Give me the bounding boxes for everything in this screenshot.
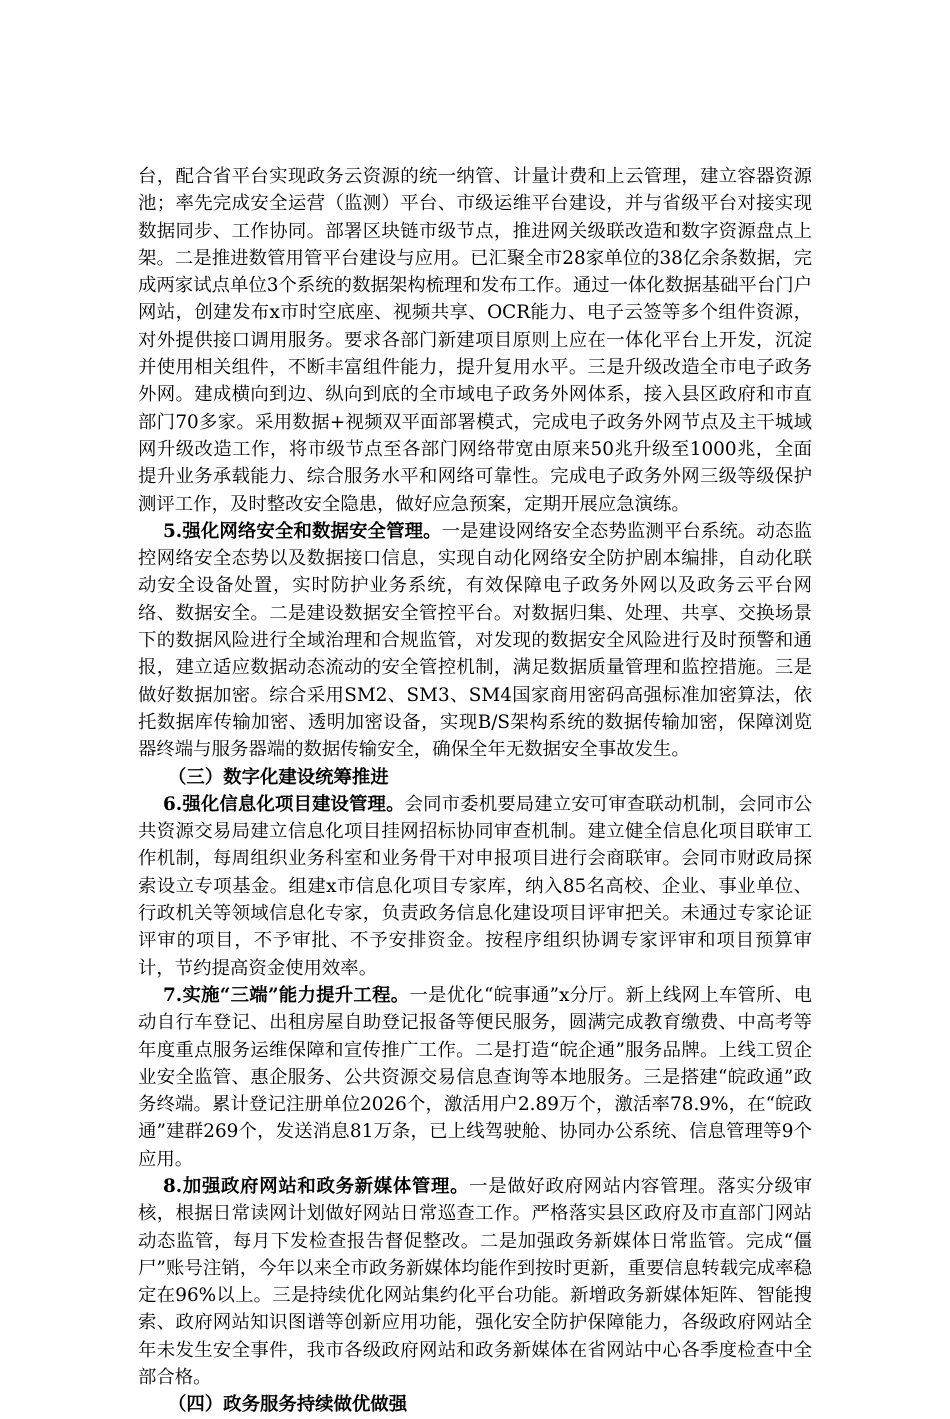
section-heading-3: （三）数字化建设统筹推进 <box>168 766 389 788</box>
paragraph-continuation <box>138 163 812 518</box>
document-body <box>138 163 812 1419</box>
paragraph-text: 会同市委机要局建立安可审查联动机制，会同市公共资源交易局建立信息化项目挂网招标协同审查机制。建立健全信息化项目联审工作机制，每周组织业务科室和业务骨干对申报项目进行会商联审。会同市财政局探索设立专项基金。组建x市信息化项目专家库，纳入85名高校、企业、事业单位、行政机关等领域信息化专家，负责政务信息化建设项目评审把关。未通过专家论证评审的项目，不予审批、不予安排资金。按程序组织协调专家评审和项目预算审计，节约提高资金使用效率。 <box>138 793 812 979</box>
paragraph-item-6 <box>138 791 812 982</box>
paragraph-lead: 6.强化信息化项目建设管理。 <box>163 793 405 815</box>
paragraph-item-7 <box>138 982 812 1173</box>
paragraph-text: 一是建设网络安全态势监测平台系统。动态监控网络安全态势以及数据接口信息，实现自动化网络安全防护剧本编排，自动化联动安全设备处置，实时防护业务系统，有效保障电子政务外网以及政务云平台网络、数据安全。二是建设数据安全管控平台。对数据归集、处理、共享、交换场景下的数据风险进行全域治理和合规监管，对发现的数据安全风险进行及时预警和通报，建立适应数据动态流动的安全管控机制，满足数据质量管理和监控措施。三是做好数据加密。综合采用SM2、SM3、SM4国家商用密码高强标准加密算法，依托数据库传输加密、透明加密设备，实现B/S架构系统的数据传输加密，保障浏览器终端与服务器端的数据传输安全，确保全年无数据安全事故发生。 <box>138 520 812 761</box>
section-heading-4: （四）政务服务持续做优做强 <box>168 1394 408 1416</box>
paragraph-text: 一是做好政府网站内容管理。落实分级审核，根据日常读网计划做好网站日常巡查工作。严格落实县区政府及市直部门网站动态监管，每月下发检查报告督促整改。二是加强政务新媒体日常监管。完成“僵尸”账号注销，今年以来全市政务新媒体均能作到按时更新，重要信息转载完成率稳定在96%以上。三是持续优化网站集约化平台功能。新增政务新媒体矩阵、智能搜索、政府网站知识图谱等创新应用功能，强化安全防护保障能力，各级政府网站全年未发生安全事件，我市各级政府网站和政务新媒体在省网站中心各季度检查中全部合格。 <box>138 1175 812 1389</box>
paragraph-lead: 5.强化网络安全和数据安全管理。 <box>163 520 442 542</box>
paragraph-item-8 <box>138 1173 812 1391</box>
paragraph-lead: 8.加强政府网站和政务新媒体管理。 <box>163 1175 470 1197</box>
paragraph-text: 台，配合省平台实现政务云资源的统一纳管、计量计费和上云管理，建立容器资源池；率先完成安全运营（监测）平台、市级运维平台建设，并与省级平台对接实现数据同步、工作协同。部署区块链市级节点，推进网关级联改造和数字资源盘点上架。二是推进数管用管平台建设与应用。已汇聚全市28家单位的38亿余条数据，完成两家试点单位3个系统的数据架构梳理和发布工作。通过一体化数据基础平台门户网站，创建发布x市时空底座、视频共享、OCR能力、电子云签等多个组件资源，对外提供接口调用服务。要求各部门新建项目原则上应在一体化平台上开发，沉淀并使用相关组件，不断丰富组件能力，提升复用水平。三是升级改造全市电子政务外网。建成横向到边、纵向到底的全市域电子政务外网体系，接入县区政府和市直部门70多家。采用数据+视频双平面部署模式，完成电子政务外网节点及主干城域网升级改造工作，将市级节点至各部门网络带宽由原来50兆升级至1000兆，全面提升业务承载能力、综合服务水平和网络可靠性。完成电子政务外网三级等级保护测评工作，及时整改安全隐患，做好应急预案，定期开展应急演练。 <box>138 166 812 515</box>
paragraph-lead: 7.实施“三端”能力提升工程。 <box>163 984 410 1006</box>
paragraph-text: 一是优化“皖事通”x分厅。新上线网上车管所、电动自行车登记、出租房屋自助登记报备等便民服务，圆满完成教育缴费、中高考等年度重点服务运维保障和宣传推广工作。二是打造“皖企通”服务品牌。上线工贸企业安全监管、惠企服务、公共资源交易信息查询等本地服务。三是搭建“皖政通”政务终端。累计登记注册单位2026个，激活用户2.89万个，激活率78.9%，在“皖政通”建群269个，发送消息81万条，已上线驾驶舱、协同办公系统、信息管理等9个应用。 <box>138 984 812 1170</box>
paragraph-item-5 <box>138 518 812 764</box>
